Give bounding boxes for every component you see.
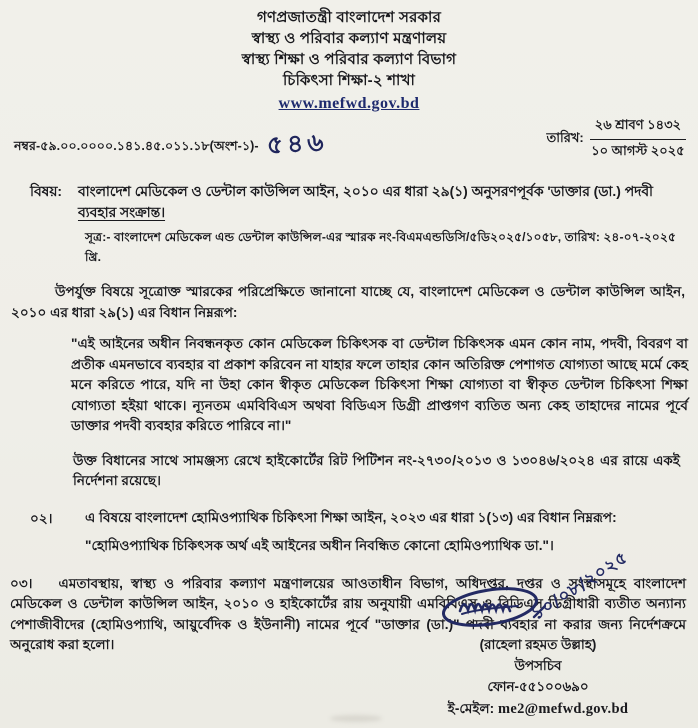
section-02-text: এ বিষয়ে বাংলাদেশ হোমিওপ্যাথিক চিকিৎসা শিক্ষা আইন, ২০২৩ এর ধারা ১(১৩) এর বিধান নিম্নরূপ: xyxy=(85,509,617,525)
subject-text xyxy=(78,181,653,223)
reference-line: সূত্র:- বাংলাদেশ মেডিকেল এন্ড ডেন্টাল কাউন্সিল-এর স্মারক নং-বিএমএন্ডডিসি/৫ডি২০২৫/১০৫৮, তারিখ: ২৪-০৭-২০২৫ খ্রি. xyxy=(85,230,676,264)
date-gregorian: ১০ আগস্ট ২০২৫ xyxy=(591,143,685,158)
division-name: স্বাস্থ্য শিক্ষা ও পরিবার কল্যাণ বিভাগ xyxy=(241,51,457,68)
section-03-text: এমতাবস্থায়, স্বাস্থ্য ও পরিবার কল্যাণ মন্ত্রণালয়ের আওতাধীন বিভাগ, অধিদপ্তর, দপ্তর ও সংস্থাসমূহে বাংলাদেশ মেডিকেল ও ডেন্টাল কাউন্সিল আইন, ২০১০ ও হাইকোর্টের রায় অনুযায়ী এমবিবিএস ও বিডিএস ডিগ্রীধারী ব্যতীত অন্যান্য পেশাজীবীদের (হোমিওপ্যাথি, আয়ুর্বেদিক ও ইউনানী) নামের পূর্বে "ডাক্তার (ডা.)" পদবী ব্যবহার না করার জন্য নির্দেশক্রমে অনুরোধ করা হলো। xyxy=(10,575,686,652)
memo-date-row xyxy=(0,116,698,169)
subject-text-main: বাংলাদেশ মেডিকেল ও ডেন্টাল কাউন্সিল আইন, ২০১০ এর ধারা ২৯(১) অনুসরণপূর্বক 'ডাক্তার (ডা.) পদবী xyxy=(77,184,653,199)
government-title: গণপ্রজাতন্ত্রী বাংলাদেশ সরকার xyxy=(256,9,442,26)
section-02-quote: "হোমিওপ্যাথিক চিকিৎসক অর্থ এই আইনের অধীন নিবন্ধিত কোনো হোমিওপ্যাথিক ডা."। xyxy=(85,538,554,553)
section-02-body xyxy=(85,508,617,557)
subject-block xyxy=(0,181,698,223)
date-block xyxy=(547,116,687,163)
signature-block xyxy=(388,547,688,721)
signatory-name: (রাহেলা রহমত উল্লাহ) xyxy=(479,637,597,652)
writ-petition-paragraph: উক্ত বিধানের সাথে সামঞ্জস্য রেখে হাইকোর্টের রিট পিটিশন নং-২৭৩০/২০১৩ ও ১৩০৪৬/২০২৪ এর রায়ে একই নির্দেশনা রয়েছে। xyxy=(73,452,680,488)
signatory-email-line xyxy=(388,698,688,721)
website-link[interactable]: www.mefwd.gov.bd xyxy=(278,95,420,112)
memo-number xyxy=(14,126,327,169)
dual-date xyxy=(590,116,686,163)
section-02-number: ০২। xyxy=(30,510,53,526)
letterhead xyxy=(0,0,698,114)
section-02 xyxy=(0,508,698,557)
signatory-designation: উপসচিব xyxy=(514,658,562,673)
signature-area xyxy=(388,547,688,634)
section-03-number: ০৩। xyxy=(10,575,33,591)
body-paragraph-1: উপর্যুক্ত বিষয়ে সূত্রোক্ত স্মারকের পরিপ্রেক্ষিতে জানানো যাচ্ছে যে, বাংলাদেশ মেডিকেল ও ডেন্টাল কাউন্সিল আইন, ২০১০ এর ধারা ২৯(১) এর বিধান নিম্নরূপ: xyxy=(11,284,685,320)
scan-smudge xyxy=(330,715,382,722)
subject-text-underlined: ব্যবহার সংক্রান্ত। xyxy=(77,205,166,220)
email-address: me2@mefwd.gov.bd xyxy=(497,701,629,717)
signatory-phone: ফোন-৫৫১০০৬৯০ xyxy=(487,679,589,694)
memo-number-handwritten: ৫৪৬ xyxy=(265,127,328,160)
date-label: তারিখ: xyxy=(546,130,584,145)
ministry-name: স্বাস্থ্য ও পরিবার কল্যাণ মন্ত্রণালয় xyxy=(251,30,447,47)
date-bangla: ২৬ শ্রাবণ ১৪৩২ xyxy=(590,116,686,140)
handwritten-date: ১০/০৮/২০২৫ xyxy=(528,547,632,625)
email-label: ই-মেইল: xyxy=(447,701,498,716)
subject-label: বিষয়: xyxy=(30,184,62,199)
law-quotation: "এই আইনের অধীন নিবন্ধনকৃত কোন মেডিকেল চিকিৎসক বা ডেন্টাল চিকিৎসক এমন কোন নাম, পদবী, বিবরণ বা প্রতীক এমনভাবে ব্যবহার বা প্রকাশ করিবেন না যাহার ফলে তাহার কোন অতিরিক্ত পেশাগত যোগ্যতা আছে মর্মে কেহ মনে করিতে পারে, যদি না উহা কোন স্বীকৃত মেডিকেল চিকিৎসা শিক্ষা যোগ্যতা বা স্বীকৃত ডেন্টাল চিকিৎসা শিক্ষা যোগ্যতা হইয়া থাকে। ন্যূনতম এমবিবিএস অথবা বিডিএস ডিগ্রী প্রাপ্তগণ ব্যতিত অন্য কেহ তাহাদের নামের পূর্বে ডাক্তার পদবী ব্যবহার করিতে পারিবে না।" xyxy=(71,336,688,433)
branch-name: চিকিৎসা শিক্ষা-২ শাখা xyxy=(282,72,416,89)
memo-number-label: নম্বর-৫৯.০০.০০০০.১৪১.৪৫.০১১.১৮(অংশ-১)- xyxy=(14,138,259,153)
